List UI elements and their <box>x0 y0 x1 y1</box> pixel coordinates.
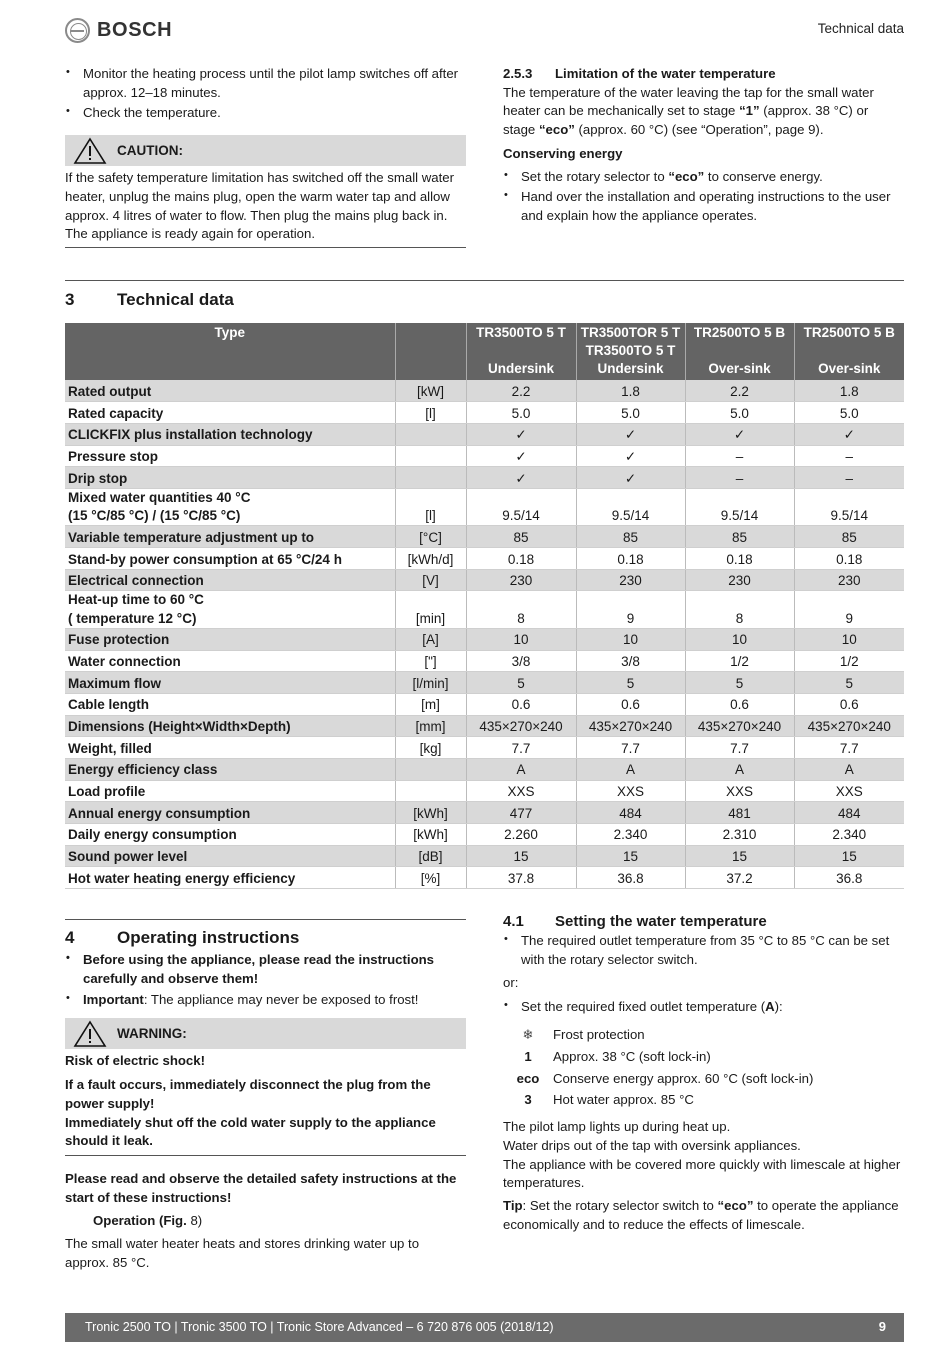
row-unit: [m] <box>395 693 466 715</box>
important-label: Important <box>83 991 144 1007</box>
limitation-paragraph <box>503 84 904 140</box>
left-top-column <box>65 65 466 248</box>
section-divider <box>65 280 904 281</box>
row-label <box>65 591 395 628</box>
table-cell: 85 <box>576 526 685 548</box>
table-row <box>65 845 904 867</box>
row-unit <box>395 445 466 467</box>
table-row <box>65 737 904 759</box>
list-item: • Check the temperature. <box>65 104 466 123</box>
table-cell: XXS <box>466 780 576 802</box>
table-cell: ✓ <box>685 423 794 445</box>
page-header <box>65 14 904 46</box>
text: The temperature of the water leaving the tap for the small water heater can be mechanically set to stage <box>503 84 874 119</box>
table-cell: 10 <box>794 628 904 650</box>
brand-name: BOSCH <box>97 19 173 41</box>
table-cell: 0.18 <box>685 548 794 570</box>
row-label-text: Maximum flow <box>68 675 162 691</box>
table-cell: 36.8 <box>794 867 904 889</box>
table-row <box>65 488 904 525</box>
stage-1-text: “1” <box>739 103 760 119</box>
section-number: 4 <box>65 928 75 947</box>
table-row <box>65 693 904 715</box>
row-unit: [min] <box>395 591 466 628</box>
row-unit: [kW] <box>395 380 466 402</box>
warning-bar <box>65 1018 466 1049</box>
section-title: Technical data <box>117 290 234 309</box>
table-cell: 230 <box>685 569 794 591</box>
table-cell: 8 <box>466 591 576 628</box>
tip-paragraph <box>503 1197 904 1234</box>
row-label-text: ( temperature 12 °C) <box>68 610 197 626</box>
model-type: Undersink <box>597 361 664 376</box>
table-cell: 37.2 <box>685 867 794 889</box>
setting-key: eco <box>516 1070 540 1086</box>
table-row <box>65 548 904 570</box>
text: : The appliance may never be exposed to frost! <box>143 991 419 1007</box>
settings-list <box>503 1026 904 1110</box>
operation-text: The small water heater heats and stores drinking water up to approx. 85 °C. <box>65 1236 420 1270</box>
stage-eco-text: “eco” <box>538 122 575 138</box>
table-row <box>65 402 904 424</box>
table-row <box>65 802 904 824</box>
text: Set the required fixed outlet temperature ( <box>521 998 766 1014</box>
list-item: • Monitor the heating process until the pilot lamp switches off after approx. 12–18 minutes. <box>65 65 466 102</box>
row-unit <box>395 780 466 802</box>
table-row <box>65 780 904 802</box>
operation-heading <box>65 1212 466 1231</box>
table-cell: 5 <box>576 672 685 694</box>
text: to conserve energy. <box>704 168 823 184</box>
model-header <box>466 323 576 380</box>
row-label <box>65 693 395 715</box>
warning-line: If a fault occurs, immediately disconnect the plug from the power supply! <box>65 1077 431 1111</box>
bosch-armature-icon <box>65 18 90 43</box>
table-cell: 9.5/14 <box>576 488 685 525</box>
row-label <box>65 423 395 445</box>
section-title: Setting the water temperature <box>555 913 767 930</box>
paragraph: Water drips out of the tap with oversink appliances. <box>503 1137 801 1153</box>
table-cell: ✓ <box>466 467 576 489</box>
table-row <box>65 591 904 628</box>
table-cell: 477 <box>466 802 576 824</box>
table-row <box>65 569 904 591</box>
row-unit: [%] <box>395 867 466 889</box>
row-label-text: Energy efficiency class <box>68 762 218 778</box>
row-label-text: Heat-up time to 60 °C <box>68 592 204 608</box>
row-label-text: Drip stop <box>68 470 128 486</box>
row-label-text: Electrical connection <box>68 573 204 589</box>
row-label <box>65 548 395 570</box>
caution-label: CAUTION: <box>117 143 183 159</box>
table-cell: A <box>685 758 794 780</box>
table-cell: ✓ <box>576 423 685 445</box>
table-cell: XXS <box>576 780 685 802</box>
section-4-1-heading <box>503 911 904 932</box>
table-cell: 3/8 <box>466 650 576 672</box>
table-cell: 2.340 <box>576 824 685 846</box>
setting-row <box>503 1091 904 1110</box>
list-item: • Hand over the installation and operating instructions to the user and explain how the appliance operates. <box>503 188 904 225</box>
text: to operate the appliance economically and to reduce the effects of limescale. <box>503 1198 899 1232</box>
model-type: Over-sink <box>818 361 881 376</box>
row-label-text: Rated capacity <box>68 405 164 421</box>
section-label: Technical data <box>817 21 904 36</box>
row-label <box>65 488 395 525</box>
row-unit: [kg] <box>395 737 466 759</box>
row-label <box>65 802 395 824</box>
label-a: A <box>765 998 775 1014</box>
row-label-text: Annual energy consumption <box>68 805 251 821</box>
setting-row <box>503 1070 904 1089</box>
monitor-list <box>65 65 466 123</box>
list-item <box>65 991 466 1010</box>
setting-key: 1 <box>524 1048 532 1064</box>
text: ): <box>774 998 783 1014</box>
row-unit: [dB] <box>395 845 466 867</box>
table-row <box>65 650 904 672</box>
row-label-text: Hot water heating energy efficiency <box>68 870 296 886</box>
row-unit: [l] <box>395 402 466 424</box>
paragraph: The pilot lamp lights up during heat up. <box>503 1119 731 1135</box>
table-cell: 0.6 <box>466 693 576 715</box>
row-label-text: Sound power level <box>68 849 188 865</box>
table-row <box>65 380 904 402</box>
subsection-heading <box>503 65 904 84</box>
list-item: • Before using the appliance, please read the instructions carefully and observe them! <box>65 951 466 988</box>
row-label <box>65 650 395 672</box>
page-number: 9 <box>878 1319 886 1335</box>
table-cell: – <box>794 467 904 489</box>
table-cell: 9 <box>576 591 685 628</box>
row-unit: [A] <box>395 628 466 650</box>
setting-text: Hot water approx. 85 °C <box>553 1092 694 1108</box>
table-cell: 0.6 <box>794 693 904 715</box>
model-name: TR2500TO 5 B <box>693 325 786 340</box>
text: : Set the rotary selector switch to <box>522 1198 718 1214</box>
table-cell: 9 <box>794 591 904 628</box>
right-top-column <box>503 65 904 228</box>
row-unit: ["] <box>395 650 466 672</box>
table-cell: 7.7 <box>466 737 576 759</box>
technical-data-table <box>65 323 904 889</box>
table-cell: 481 <box>685 802 794 824</box>
table-cell: 5 <box>466 672 576 694</box>
row-label-text: Load profile <box>68 784 146 800</box>
table-row <box>65 758 904 780</box>
table-cell: 85 <box>794 526 904 548</box>
row-label-text: Fuse protection <box>68 632 170 648</box>
temperature-list <box>503 932 904 969</box>
table-cell: 37.8 <box>466 867 576 889</box>
table-cell: – <box>685 467 794 489</box>
setting-row <box>503 1048 904 1067</box>
table-row <box>65 715 904 737</box>
row-label <box>65 445 395 467</box>
type-header: Type <box>65 323 395 380</box>
setting-row <box>503 1026 904 1045</box>
table-cell: 85 <box>685 526 794 548</box>
table-cell: ✓ <box>794 423 904 445</box>
page-footer <box>65 1313 904 1342</box>
table-cell: 15 <box>576 845 685 867</box>
table-cell: 8 <box>685 591 794 628</box>
row-label-text: CLICKFIX plus installation technology <box>68 427 313 443</box>
table-row <box>65 672 904 694</box>
row-unit: [kWh] <box>395 824 466 846</box>
table-cell: ✓ <box>466 445 576 467</box>
table-cell: 5 <box>685 672 794 694</box>
row-unit <box>395 758 466 780</box>
section-4-1 <box>503 911 904 1235</box>
subsection-title: Limitation of the water temperature <box>555 66 776 81</box>
table-cell: 5.0 <box>466 402 576 424</box>
caution-bar <box>65 135 466 166</box>
row-label <box>65 672 395 694</box>
table-cell: 3/8 <box>576 650 685 672</box>
table-cell: 5.0 <box>794 402 904 424</box>
table-cell: A <box>576 758 685 780</box>
table-body <box>65 380 904 889</box>
operating-list <box>65 951 466 1009</box>
unit-header <box>395 323 466 380</box>
list-item <box>503 168 904 187</box>
table-cell: 0.18 <box>466 548 576 570</box>
row-label <box>65 758 395 780</box>
row-unit: [kWh/d] <box>395 548 466 570</box>
row-label <box>65 780 395 802</box>
table-cell: 9.5/14 <box>794 488 904 525</box>
fixed-temp-list <box>503 998 904 1017</box>
table-cell: A <box>794 758 904 780</box>
model-header <box>794 323 904 380</box>
row-unit: [V] <box>395 569 466 591</box>
list-item: • The required outlet temperature from 35 °C to 85 °C can be set with the rotary selector switch. <box>503 932 904 969</box>
snowflake-icon: ❄ <box>522 1027 534 1043</box>
section-number: 3 <box>65 290 75 309</box>
table-cell: 10 <box>576 628 685 650</box>
section-number: 4.1 <box>503 913 524 930</box>
table-cell: 435×270×240 <box>466 715 576 737</box>
row-unit: [l] <box>395 488 466 525</box>
bosch-logo <box>65 16 172 44</box>
table-cell: 1.8 <box>576 380 685 402</box>
warning-text <box>65 1049 466 1156</box>
text: (approx. 38 °C) or stage <box>503 103 869 138</box>
table-cell: 7.7 <box>794 737 904 759</box>
table-cell: 36.8 <box>576 867 685 889</box>
table-cell: – <box>685 445 794 467</box>
table-cell: 484 <box>576 802 685 824</box>
table-cell: 5 <box>794 672 904 694</box>
model-type: Over-sink <box>708 361 771 376</box>
table-cell: 5.0 <box>685 402 794 424</box>
row-label <box>65 467 395 489</box>
footer-text: Tronic 2500 TO | Tronic 3500 TO | Tronic Store Advanced – 6 720 876 005 (2018/12) <box>85 1319 554 1334</box>
table-cell: XXS <box>685 780 794 802</box>
text: (approx. 60 °C) (see “Operation”, page 9). <box>574 122 824 138</box>
row-label-text: Variable temperature adjustment up to <box>68 529 315 545</box>
model-header <box>685 323 794 380</box>
table-cell: 1/2 <box>685 650 794 672</box>
table-cell: 230 <box>576 569 685 591</box>
row-unit: [°C] <box>395 526 466 548</box>
row-unit: [mm] <box>395 715 466 737</box>
row-label-text: Stand-by power consumption at 65 °C/24 h <box>68 551 342 567</box>
table-cell: 0.18 <box>576 548 685 570</box>
table-cell: 9.5/14 <box>685 488 794 525</box>
table-cell: 10 <box>466 628 576 650</box>
row-label <box>65 402 395 424</box>
paragraph: The appliance with be covered more quickly with limescale at higher temperatures. <box>503 1156 901 1191</box>
setting-text: Frost protection <box>553 1027 645 1043</box>
table-cell: A <box>466 758 576 780</box>
row-label-text: Mixed water quantities 40 °C <box>68 489 251 505</box>
table-cell: 2.2 <box>685 380 794 402</box>
row-label-text: Weight, filled <box>68 740 152 756</box>
table-cell: 2.340 <box>794 824 904 846</box>
row-label-text: Dimensions (Height×Width×Depth) <box>68 719 291 735</box>
warning-line: Immediately shut off the cold water supply to the appliance should it leak. <box>65 1114 436 1149</box>
table-cell: XXS <box>794 780 904 802</box>
row-unit: [l/min] <box>395 672 466 694</box>
table-cell: ✓ <box>466 423 576 445</box>
row-label <box>65 824 395 846</box>
setting-text: Conserve energy approx. 60 °C (soft lock-in) <box>553 1070 814 1086</box>
row-label <box>65 569 395 591</box>
table-cell: – <box>794 445 904 467</box>
section-4-heading <box>65 926 466 950</box>
table-cell: 0.18 <box>794 548 904 570</box>
warning-label: WARNING: <box>117 1026 187 1042</box>
row-label <box>65 737 395 759</box>
conserving-energy-heading: Conserving energy <box>503 145 623 161</box>
model-name: TR3500TO 5 T <box>476 325 566 340</box>
row-label <box>65 380 395 402</box>
section-3-heading <box>65 288 234 312</box>
list-item <box>503 998 904 1017</box>
table-cell: ✓ <box>576 445 685 467</box>
row-label-text: (15 °C/85 °C) / (15 °C/85 °C) <box>68 508 241 524</box>
eco-text: “eco” <box>668 168 705 184</box>
row-unit <box>395 467 466 489</box>
table-cell: 0.6 <box>685 693 794 715</box>
conserving-list <box>503 168 904 226</box>
table-cell: 435×270×240 <box>685 715 794 737</box>
table-cell: 10 <box>685 628 794 650</box>
warning-triangle-icon <box>73 1020 107 1048</box>
table-cell: 7.7 <box>685 737 794 759</box>
table-cell: 435×270×240 <box>794 715 904 737</box>
table-cell: 7.7 <box>576 737 685 759</box>
table-row <box>65 628 904 650</box>
row-label <box>65 845 395 867</box>
table-cell: 15 <box>685 845 794 867</box>
row-label <box>65 526 395 548</box>
row-unit: [kWh] <box>395 802 466 824</box>
or-text: or: <box>503 974 519 990</box>
setting-key: 3 <box>524 1092 532 1108</box>
table-cell: 0.6 <box>576 693 685 715</box>
subsection-number: 2.5.3 <box>503 66 533 81</box>
row-label <box>65 867 395 889</box>
model-name: TR2500TO 5 B <box>803 325 895 340</box>
model-name: TR3500TO 5 T <box>585 343 676 358</box>
table-row <box>65 824 904 846</box>
table-cell: 2.2 <box>466 380 576 402</box>
row-label-text: Cable length <box>68 697 150 713</box>
section-4 <box>65 919 466 1273</box>
figure-ref: 8) <box>186 1213 203 1229</box>
row-label-text: Water connection <box>68 653 181 669</box>
table-cell: 1.8 <box>794 380 904 402</box>
model-name: TR3500TOR 5 T <box>580 325 681 340</box>
table-row <box>65 445 904 467</box>
row-label-text: Pressure stop <box>68 449 159 465</box>
row-label-text: Daily energy consumption <box>68 827 237 843</box>
table-cell: 230 <box>466 569 576 591</box>
warning-triangle-icon <box>73 137 107 165</box>
table-cell: 15 <box>794 845 904 867</box>
eco-text: “eco” <box>717 1198 754 1214</box>
table-cell: 15 <box>466 845 576 867</box>
table-cell: 2.310 <box>685 824 794 846</box>
table-row <box>65 867 904 889</box>
safety-note: Please read and observe the detailed safety instructions at the start of these instructions! <box>65 1171 457 1205</box>
table-cell: 435×270×240 <box>576 715 685 737</box>
table-cell: 484 <box>794 802 904 824</box>
caution-text: If the safety temperature limitation has switched off the small water heater, unplug the mains plug, open the warm water tap and allow approx. 4 litres of water to flow. Then plug the mains plug back in. The appliance is ready again for operation. <box>65 166 466 248</box>
table-cell: 5.0 <box>576 402 685 424</box>
row-label <box>65 628 395 650</box>
table-row <box>65 423 904 445</box>
tip-label: Tip <box>503 1198 523 1214</box>
model-header <box>576 323 685 380</box>
table-cell: 1/2 <box>794 650 904 672</box>
table-row <box>65 526 904 548</box>
section-title: Operating instructions <box>117 928 300 947</box>
row-unit <box>395 423 466 445</box>
row-label-text: Rated output <box>68 383 152 399</box>
table-row <box>65 467 904 489</box>
warning-line: Risk of electric shock! <box>65 1053 205 1069</box>
model-type: Undersink <box>487 361 555 376</box>
table-cell: 9.5/14 <box>466 488 576 525</box>
row-label <box>65 715 395 737</box>
table-cell: 2.260 <box>466 824 576 846</box>
setting-text: Approx. 38 °C (soft lock-in) <box>553 1048 711 1064</box>
operation-label: Operation (Fig. <box>93 1213 187 1229</box>
table-cell: 85 <box>466 526 576 548</box>
text: Set the rotary selector to <box>521 168 669 184</box>
table-cell: 230 <box>794 569 904 591</box>
table-header-row <box>65 323 904 380</box>
table-cell: ✓ <box>576 467 685 489</box>
